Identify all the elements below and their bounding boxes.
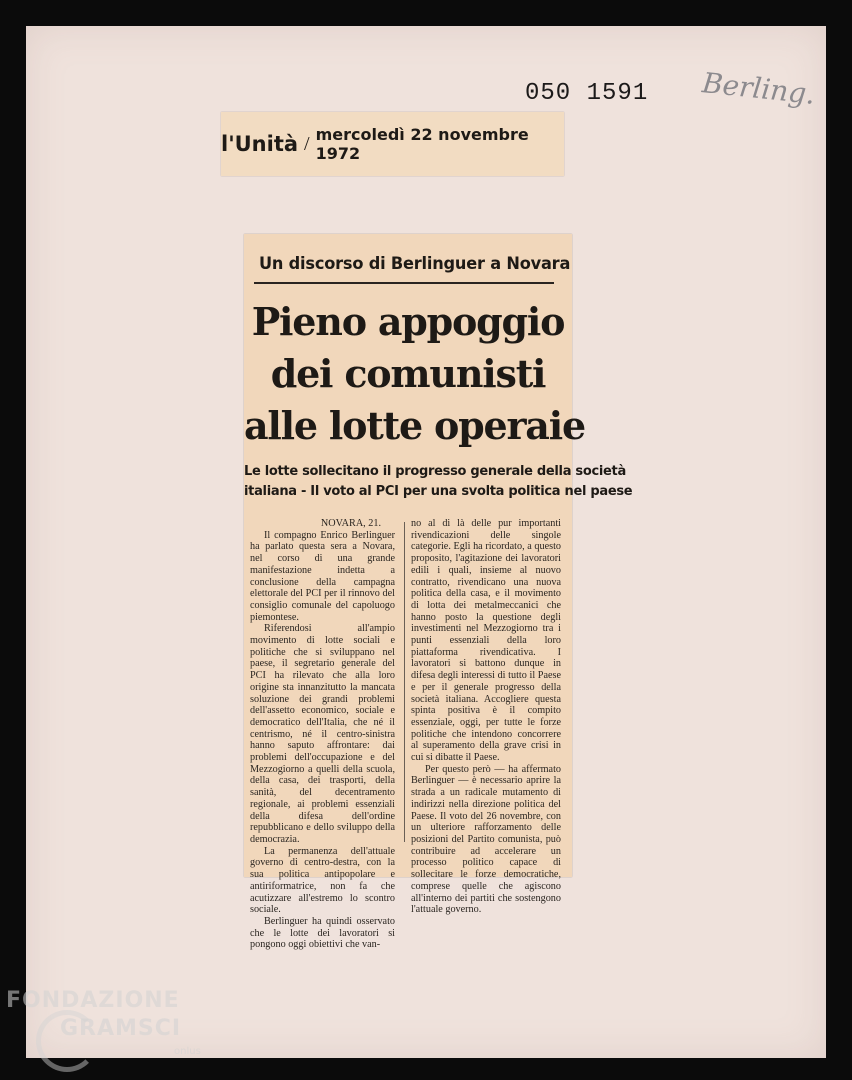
publication-date: mercoledì 22 novembre 1972 — [315, 125, 529, 163]
article-paragraph: no al di là delle pur importanti rivendicazioni delle singole categorie. Egli ha ricordato, a questo proposito, l'agitazione dei lavoratori edili i quali, insieme al nuovo contratto, rivendicano una nuova politica della casa, e il movimento di lotta dei metalmeccanici che hanno posto la questione degli investimenti nel Mezzogiorno tra i punti essenziali della loro piattaforma rivendicativa. I lavoratori si battono dunque in difesa degli interessi di tutto il Paese e per il generale progresso della società italiana. Accogliere questa spinta positiva è il compito essenziale, oggi, per tutte le forze politiche che intendono concorrere al superamento della grave crisi in cui si dibatte il Paese. — [411, 518, 561, 764]
article-paragraph: La permanenza dell'attuale governo di centro-destra, con la sua politica antipopolare e antiriformatrice, non fa che acutizzare all'estremo lo scontro sociale. — [250, 845, 395, 916]
subhead-line: italiana - Il voto al PCI per una svolta politica nel paese — [244, 484, 633, 499]
headline-line: dei comunisti — [270, 351, 546, 396]
article-subhead — [244, 462, 633, 502]
column-divider — [404, 522, 405, 842]
article-headline — [244, 296, 585, 452]
foundation-watermark — [6, 988, 236, 1068]
headline-line: alle lotte operaie — [244, 403, 585, 448]
archive-number: 050 1591 — [525, 80, 649, 107]
article-kicker: Un discorso di Berlinguer a Novara — [259, 254, 571, 273]
article-column-right — [411, 518, 561, 916]
kicker-rule — [254, 282, 554, 284]
article-column-left — [250, 518, 395, 951]
article-paragraph: Il compagno Enrico Berlinguer ha parlato questa sera a Novara, nel corso di una grande manifestazione indetta a conclusione della campagna elettorale del PCI per il rinnovo del consiglio comunale del capoluogo piemontese. — [250, 529, 395, 623]
headline-line: Pieno appoggio — [251, 299, 565, 344]
watermark-suffix: onlus — [174, 1046, 201, 1057]
newspaper-name: l'Unità — [221, 132, 299, 156]
watermark-line2: GRAMSCI — [60, 1016, 182, 1041]
watermark-line1: FONDAZIONE — [6, 988, 180, 1013]
article-clipping — [244, 234, 633, 951]
article-paragraph: Per questo però — ha affermato Berlinguer — è necessario aprire la strada a un radicale mutamento di indirizzi nella direzione politica del Paese. Il voto del 26 novembre, con un ulteriore rafforzamento delle posizioni del Partito comunista, può contribuire ad accelerare un processo politico capace di sollecitare le forze democratiche, comprese quelle che agiscono all'interno dei partiti che sostengono l'attuale governo. — [411, 763, 561, 916]
article-paragraph: Berlinguer ha quindi osservato che le lotte dei lavoratori si pongono oggi obiettivi che van- — [250, 915, 395, 951]
masthead-clipping — [221, 112, 564, 176]
article-paragraph: Riferendosi all'ampio movimento di lotte sociali e politiche che si sviluppano nel paese, il segretario generale del PCI ha rilevato che alla loro origine sta innanzitutto la mancata soluzione dei grandi problemi dell'assetto economico, sociale e democratico dell'Italia, che né il centrismo, né il centro-sinistra hanno saputo affrontare: dai problemi dell'occupazione e del Mezzogiorno a quelli della scuola, della casa, dei trasporti, della sanità, del decentramento regionale, ai problemi essenziali della difesa dell'ordine repubblicano e dello sviluppo della democrazia. — [250, 623, 395, 845]
masthead-separator: / — [304, 132, 310, 155]
subhead-line: Le lotte sollecitano il progresso generale della società — [244, 464, 626, 479]
article-dateline: NOVARA, 21. — [320, 518, 381, 529]
handwritten-note: Berling. — [700, 66, 817, 111]
